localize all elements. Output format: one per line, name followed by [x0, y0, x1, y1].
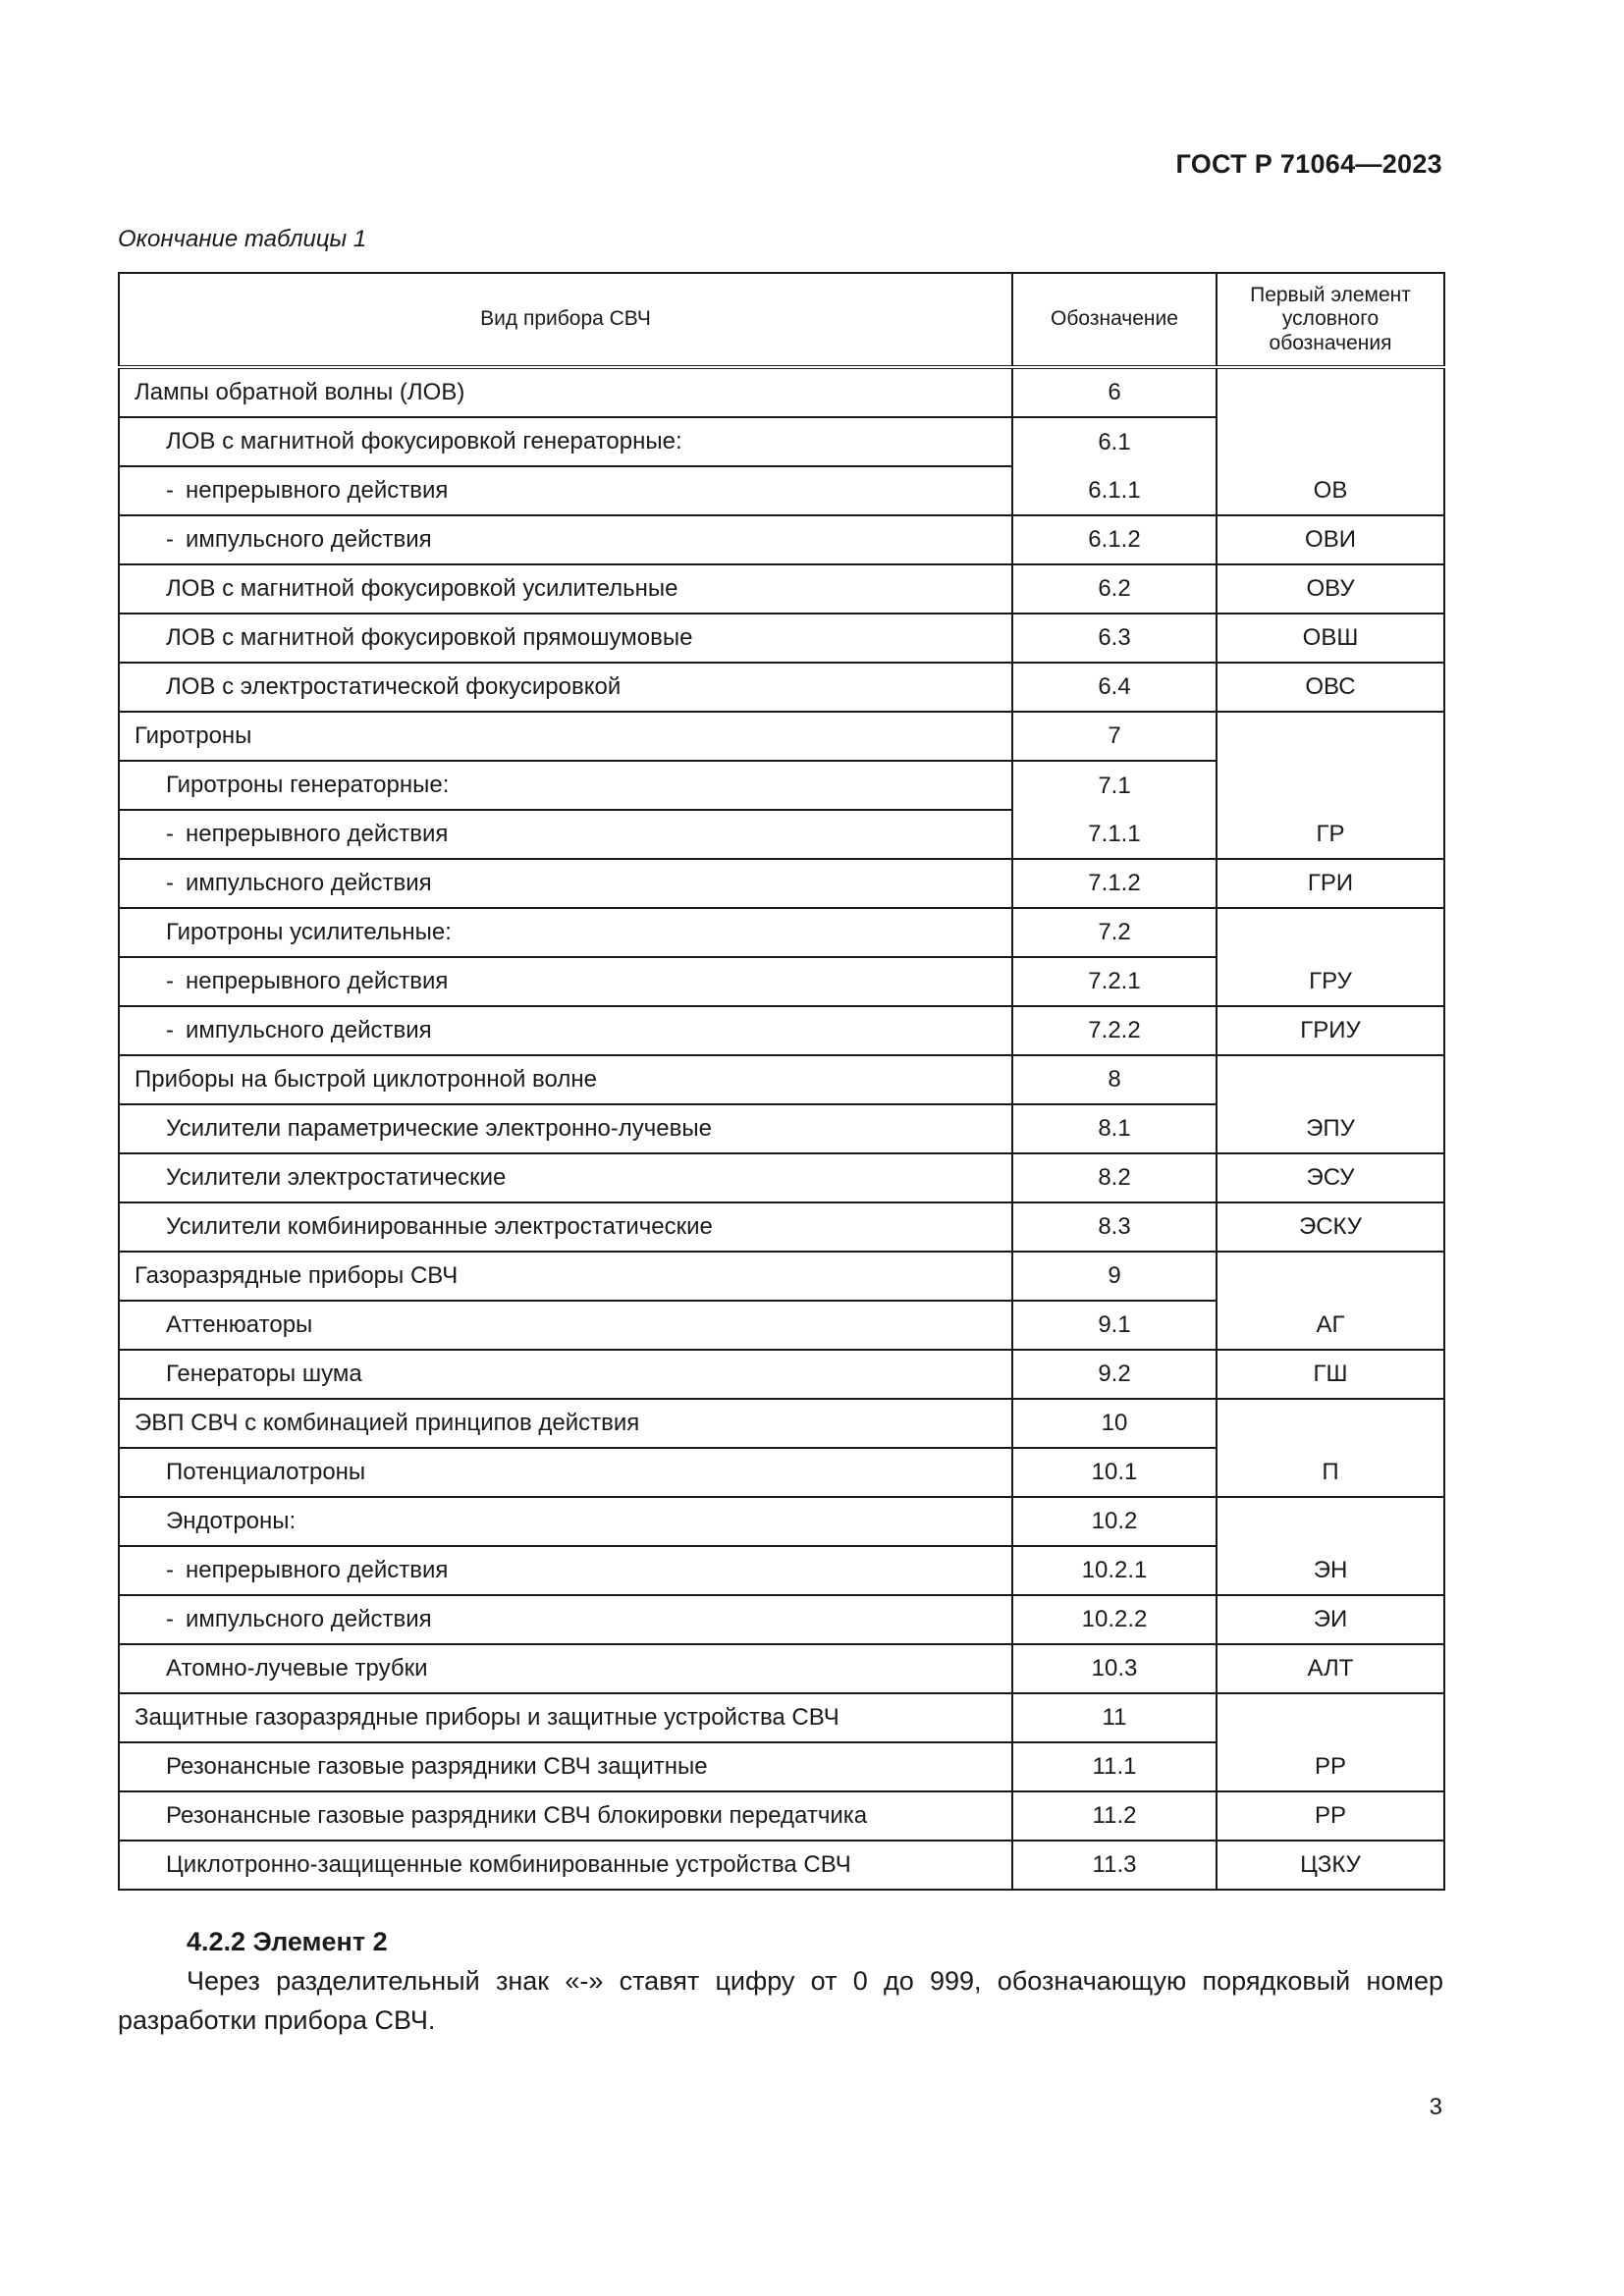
row-designation: 7.2: [1012, 908, 1217, 957]
table-row: [119, 1546, 1444, 1595]
row-first-element: ОВУ: [1217, 564, 1444, 614]
row-device-type: [119, 367, 1012, 417]
row-device-type-text: Газоразрядные приборы СВЧ: [135, 1262, 459, 1290]
row-device-type: [119, 908, 1012, 957]
row-first-element: [1217, 367, 1444, 417]
list-dash: -: [166, 1017, 174, 1044]
column-header-designation: Обозначение: [1012, 273, 1217, 367]
row-designation: 10.2.1: [1012, 1546, 1217, 1595]
column-header-device-type: Вид прибора СВЧ: [119, 273, 1012, 367]
table-row: [119, 417, 1444, 466]
table-row: [119, 1252, 1444, 1301]
row-designation: 9.1: [1012, 1301, 1217, 1350]
row-device-type: [119, 1399, 1012, 1448]
table-caption: Окончание таблицы 1: [118, 226, 367, 252]
list-dash: -: [166, 526, 174, 554]
row-device-type-text: Гиротроны: [135, 722, 252, 750]
row-designation: 6.4: [1012, 663, 1217, 712]
row-device-type-text: Гиротроны генераторные:: [166, 772, 450, 799]
table-row: [119, 1497, 1444, 1546]
row-device-type-text: ЛОВ с магнитной фокусировкой прямошумовые: [166, 624, 693, 652]
row-designation: 8: [1012, 1055, 1217, 1104]
table-row: [119, 1595, 1444, 1644]
row-designation: 7.2.2: [1012, 1006, 1217, 1055]
row-first-element: [1217, 908, 1444, 957]
row-device-type: [119, 712, 1012, 761]
row-first-element: АЛТ: [1217, 1644, 1444, 1693]
row-device-type-text: импульсного действия: [186, 1606, 432, 1633]
row-first-element: [1217, 712, 1444, 761]
row-first-element: [1217, 1252, 1444, 1301]
row-designation: 11.3: [1012, 1841, 1217, 1890]
row-first-element: ОВИ: [1217, 515, 1444, 564]
row-designation: 6.1.2: [1012, 515, 1217, 564]
row-first-element: ЭСУ: [1217, 1153, 1444, 1202]
row-first-element: ОВШ: [1217, 614, 1444, 663]
row-designation: 7.1.1: [1012, 810, 1217, 859]
row-device-type: [119, 417, 1012, 466]
row-first-element: ГРУ: [1217, 957, 1444, 1006]
row-device-type-text: непрерывного действия: [186, 968, 449, 995]
row-device-type-text: Лампы обратной волны (ЛОВ): [135, 379, 465, 406]
row-device-type: [119, 466, 1012, 515]
row-designation: 7.1.2: [1012, 859, 1217, 908]
table-body: [119, 367, 1444, 1890]
document-id: ГОСТ Р 71064—2023: [1175, 149, 1442, 179]
section-paragraph: Через разделительный знак «-» ставят цифру от 0 до 999, обозначающую порядковый номер разработки прибора СВЧ.: [118, 1966, 1443, 2035]
table-row: [119, 908, 1444, 957]
table-row: [119, 1791, 1444, 1841]
row-designation: 11.2: [1012, 1791, 1217, 1841]
row-device-type: [119, 1841, 1012, 1890]
row-device-type: [119, 859, 1012, 908]
row-first-element: ГРИУ: [1217, 1006, 1444, 1055]
table-row: [119, 1399, 1444, 1448]
row-device-type-text: ЛОВ с магнитной фокусировкой генераторные:: [166, 428, 682, 455]
row-device-type-text: Усилители параметрические электронно-лучевые: [166, 1115, 712, 1143]
list-dash: -: [166, 870, 174, 897]
row-device-type-text: Эндотроны:: [166, 1508, 297, 1535]
table-row: [119, 761, 1444, 810]
row-first-element: ГРИ: [1217, 859, 1444, 908]
row-designation: 9: [1012, 1252, 1217, 1301]
row-designation: 10.1: [1012, 1448, 1217, 1497]
row-device-type: [119, 957, 1012, 1006]
table-row: [119, 1742, 1444, 1791]
row-designation: 8.2: [1012, 1153, 1217, 1202]
table-row: [119, 1448, 1444, 1497]
row-designation: 10.2: [1012, 1497, 1217, 1546]
row-device-type: [119, 1252, 1012, 1301]
table-row: [119, 367, 1444, 417]
row-device-type: [119, 1497, 1012, 1546]
table-row: [119, 859, 1444, 908]
row-device-type-text: Усилители электростатические: [166, 1164, 507, 1192]
row-first-element: [1217, 761, 1444, 810]
list-dash: -: [166, 821, 174, 848]
row-device-type-text: непрерывного действия: [186, 1557, 449, 1584]
row-device-type: [119, 663, 1012, 712]
row-device-type: [119, 1055, 1012, 1104]
row-device-type: [119, 1350, 1012, 1399]
row-first-element: П: [1217, 1448, 1444, 1497]
row-device-type-text: Резонансные газовые разрядники СВЧ блокировки передатчика: [166, 1802, 868, 1830]
row-first-element: ЦЗКУ: [1217, 1841, 1444, 1890]
row-first-element: [1217, 1497, 1444, 1546]
table-row: [119, 1104, 1444, 1153]
row-first-element: [1217, 1693, 1444, 1742]
row-device-type: [119, 1546, 1012, 1595]
row-device-type-text: ЛОВ с магнитной фокусировкой усилительные: [166, 575, 678, 603]
list-dash: -: [166, 1557, 174, 1584]
row-first-element: ЭСКУ: [1217, 1202, 1444, 1252]
table-row: [119, 466, 1444, 515]
table-row: [119, 663, 1444, 712]
row-designation: 6.3: [1012, 614, 1217, 663]
row-designation: 8.3: [1012, 1202, 1217, 1252]
row-first-element: РР: [1217, 1742, 1444, 1791]
table-header-row: [119, 273, 1444, 367]
row-device-type: [119, 1644, 1012, 1693]
row-device-type: [119, 515, 1012, 564]
row-designation: 10.2.2: [1012, 1595, 1217, 1644]
row-first-element: ЭН: [1217, 1546, 1444, 1595]
row-designation: 7.1: [1012, 761, 1217, 810]
row-device-type-text: ЭВП СВЧ с комбинацией принципов действия: [135, 1410, 640, 1437]
row-first-element: РР: [1217, 1791, 1444, 1841]
row-device-type-text: непрерывного действия: [186, 821, 449, 848]
table-row: [119, 515, 1444, 564]
column-header-first-element: [1217, 273, 1444, 367]
row-designation: 10.3: [1012, 1644, 1217, 1693]
section-heading: 4.2.2 Элемент 2: [187, 1927, 388, 1956]
row-first-element: [1217, 1399, 1444, 1448]
table-row: [119, 1644, 1444, 1693]
row-device-type: [119, 1595, 1012, 1644]
row-device-type-text: Атомно-лучевые трубки: [166, 1655, 428, 1682]
column-header-first-element-text: Первый элемент условного обозначения: [1250, 284, 1411, 354]
row-designation: 11: [1012, 1693, 1217, 1742]
row-designation: 7.2.1: [1012, 957, 1217, 1006]
table-row: [119, 614, 1444, 663]
row-designation: 10: [1012, 1399, 1217, 1448]
row-designation: 6.1: [1012, 417, 1217, 466]
row-device-type-text: импульсного действия: [186, 526, 432, 554]
devices-table: [118, 272, 1445, 1891]
row-device-type: [119, 614, 1012, 663]
row-first-element: ОВ: [1217, 466, 1444, 515]
row-designation: 8.1: [1012, 1104, 1217, 1153]
row-device-type-text: Приборы на быстрой циклотронной волне: [135, 1066, 597, 1094]
row-device-type: [119, 1301, 1012, 1350]
row-device-type-text: непрерывного действия: [186, 477, 449, 505]
row-device-type: [119, 1791, 1012, 1841]
row-first-element: [1217, 417, 1444, 466]
row-device-type-text: Защитные газоразрядные приборы и защитные устройства СВЧ: [135, 1704, 839, 1732]
list-dash: -: [166, 1606, 174, 1633]
row-device-type-text: Усилители комбинированные электростатические: [166, 1213, 713, 1241]
list-dash: -: [166, 477, 174, 505]
table-row: [119, 1841, 1444, 1890]
row-designation: 11.1: [1012, 1742, 1217, 1791]
row-device-type-text: Генераторы шума: [166, 1361, 362, 1388]
row-designation: 6.1.1: [1012, 466, 1217, 515]
row-device-type-text: Аттенюаторы: [166, 1311, 313, 1339]
row-first-element: ОВС: [1217, 663, 1444, 712]
page-number: 3: [1429, 2094, 1442, 2120]
table-row: [119, 712, 1444, 761]
list-dash: -: [166, 968, 174, 995]
row-device-type: [119, 1202, 1012, 1252]
row-first-element: ГР: [1217, 810, 1444, 859]
table-row: [119, 1301, 1444, 1350]
row-device-type: [119, 810, 1012, 859]
table-row: [119, 1153, 1444, 1202]
row-device-type: [119, 761, 1012, 810]
row-designation: 7: [1012, 712, 1217, 761]
row-device-type: [119, 1006, 1012, 1055]
table-row: [119, 1693, 1444, 1742]
row-first-element: [1217, 1055, 1444, 1104]
section-4-2-2: [118, 1922, 1443, 2040]
row-device-type-text: Гиротроны усилительные:: [166, 919, 452, 946]
row-device-type-text: импульсного действия: [186, 870, 432, 897]
table-row: [119, 1350, 1444, 1399]
row-device-type-text: импульсного действия: [186, 1017, 432, 1044]
row-first-element: ГШ: [1217, 1350, 1444, 1399]
row-device-type: [119, 1742, 1012, 1791]
table-row: [119, 810, 1444, 859]
row-designation: 6.2: [1012, 564, 1217, 614]
row-designation: 6: [1012, 367, 1217, 417]
table-row: [119, 1202, 1444, 1252]
row-device-type-text: ЛОВ с электростатической фокусировкой: [166, 673, 622, 701]
row-device-type: [119, 564, 1012, 614]
table-row: [119, 1055, 1444, 1104]
table-row: [119, 564, 1444, 614]
row-device-type-text: Резонансные газовые разрядники СВЧ защитные: [166, 1753, 708, 1781]
table-row: [119, 1006, 1444, 1055]
row-first-element: ЭИ: [1217, 1595, 1444, 1644]
row-device-type: [119, 1693, 1012, 1742]
row-device-type-text: Потенциалотроны: [166, 1459, 366, 1486]
row-first-element: АГ: [1217, 1301, 1444, 1350]
row-first-element: ЭПУ: [1217, 1104, 1444, 1153]
row-device-type: [119, 1448, 1012, 1497]
row-designation: 9.2: [1012, 1350, 1217, 1399]
row-device-type: [119, 1104, 1012, 1153]
row-device-type: [119, 1153, 1012, 1202]
table-row: [119, 957, 1444, 1006]
row-device-type-text: Циклотронно-защищенные комбинированные устройства СВЧ: [166, 1851, 851, 1879]
